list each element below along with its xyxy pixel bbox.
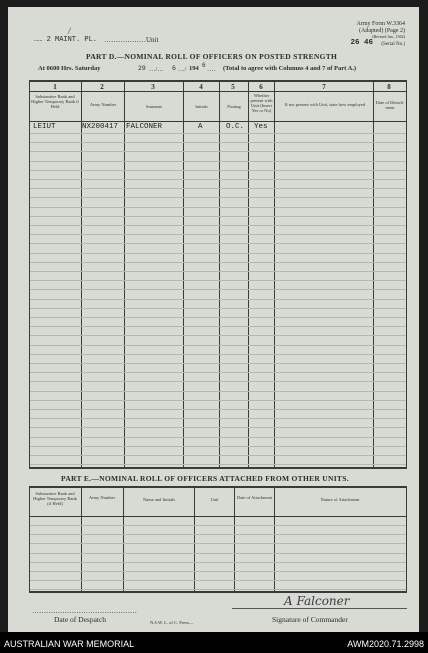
date-dots: …. (207, 66, 216, 73)
date-month: 6 (172, 65, 176, 72)
entry-rank: LEIUT (33, 123, 56, 131)
handwritten-tick: / (68, 26, 71, 36)
ruled-line (30, 151, 406, 152)
entry-surname: FALCONER (126, 123, 163, 131)
col-number-8: 8 (387, 83, 391, 91)
ruled-line (30, 464, 406, 465)
ruled-line (30, 345, 406, 346)
date-of-despatch-label: Date of Despatch (54, 615, 107, 624)
ruled-line (30, 381, 406, 382)
ruled-line (30, 216, 406, 217)
ruled-line (30, 207, 406, 208)
form-page (8, 7, 419, 632)
ruled-line (30, 317, 406, 318)
total-note: (Total to agree with Columns 4 and 7 of Part A.) (223, 65, 357, 72)
col-number-3: 3 (151, 83, 155, 91)
ruled-line (30, 133, 406, 134)
ruled-line (30, 253, 406, 254)
ruled-line (30, 580, 406, 581)
ruled-line (30, 234, 406, 235)
ruled-line (30, 437, 406, 438)
unit-name: …… 2 MAINT. PL. (34, 36, 98, 44)
ruled-line (30, 571, 406, 572)
ruled-line (30, 179, 406, 180)
unit-label: ………………Unit (104, 36, 159, 44)
ruled-line (30, 142, 406, 143)
ruled-line (30, 197, 406, 198)
army-form-adapted: (Adapted) (Page 2) (359, 28, 405, 34)
ruled-line (30, 562, 406, 563)
col-number-2: 2 (100, 83, 104, 91)
ruled-line (30, 161, 406, 162)
header-posting: Posting (227, 104, 241, 109)
part-e-header-nature: Nature of Attachment (320, 497, 360, 502)
header-surname: Surname (146, 104, 162, 109)
col-number-6: 6 (259, 83, 263, 91)
ruled-line (30, 225, 406, 226)
ruled-line (30, 446, 406, 447)
ruled-line (30, 170, 406, 171)
ruled-line (30, 372, 406, 373)
ruled-line (30, 553, 406, 554)
signature-of-commander-label: Signature of Commander (272, 615, 348, 624)
army-form-number: Army Form W.3364 (356, 21, 405, 27)
commander-signature: A Falconer (284, 594, 350, 608)
col-number-4: 4 (199, 83, 203, 91)
ruled-line (30, 427, 406, 428)
part-e-header-name-initials: Name and Initials (143, 497, 175, 502)
ruled-line (30, 299, 406, 300)
ruled-line (30, 589, 406, 590)
date-sep-1: …/… (149, 66, 164, 73)
ruled-line (30, 525, 406, 526)
ruled-line (30, 400, 406, 401)
header-initials: Initials (195, 104, 208, 109)
archive-caption-right: AWM2020.71.2998 (347, 639, 424, 649)
archive-caption-left: AUSTRALIAN WAR MEMORIAL (4, 639, 135, 649)
part-e-header-army-number: Army Number (88, 495, 116, 500)
ruled-line (30, 335, 406, 336)
ruled-line (30, 262, 406, 263)
date-day: 29 (138, 65, 146, 72)
ruled-line (30, 243, 406, 244)
part-e-header-date-attachment: Date of Attachment (236, 495, 273, 500)
ruled-line (30, 534, 406, 535)
date-at-label: At 0600 Hrs. Saturday (38, 65, 101, 72)
ruled-line (30, 326, 406, 327)
header-rank: Substantive Rank and Higher Temporary Rank if Held (31, 94, 79, 109)
ruled-line (30, 188, 406, 189)
col-number-5: 5 (231, 83, 235, 91)
part-d-title: PART D.—NOMINAL ROLL OF OFFICERS ON POSTED STRENGTH (86, 52, 338, 61)
ruled-line (30, 455, 406, 456)
entry-present: Yes (254, 123, 268, 131)
ruled-line (30, 363, 406, 364)
ruled-line (30, 409, 406, 410)
header-army-number: Army Number (89, 102, 117, 107)
part-e-header-rank: Substantive Rank and Higher Temporary Rank (if Held) (33, 491, 77, 506)
date-year-suffix: 6 (202, 62, 206, 69)
ruled-line (30, 391, 406, 392)
serial-label: (Serial No.) (381, 42, 405, 47)
ruled-line (30, 354, 406, 355)
part-e-header-unit: Unit (210, 497, 219, 502)
ruled-line (30, 418, 406, 419)
part-e-title: PART E.—NOMINAL ROLL OF OFFICERS ATTACHED FROM OTHER UNITS. (61, 474, 349, 483)
despatch-dots: ……………………………………… (32, 607, 137, 615)
entry-posting: O.C. (226, 123, 245, 131)
archive-caption-bar (0, 632, 428, 653)
army-form-revised: (Revised Jan., 1942) (372, 34, 405, 39)
header-date-of-detachment: Date of Detach-ment (375, 100, 405, 110)
serial-number: 26 46 (350, 39, 373, 47)
ruled-line (30, 280, 406, 281)
col-number-1: 1 (53, 83, 57, 91)
date-year: 194 (189, 65, 199, 72)
ruled-line (30, 271, 406, 272)
header-present: Whether present with Unit (Insert Yes or No) (250, 93, 273, 113)
ruled-line (30, 308, 406, 309)
ruled-line (30, 543, 406, 544)
ruled-line (30, 289, 406, 290)
printer-imprint: N.S.W. L. of C. Press— (150, 620, 194, 625)
col-number-7: 7 (322, 83, 326, 91)
date-sep-2: …/ (178, 66, 187, 73)
entry-army-number: NX200417 (82, 123, 119, 131)
entry-initials: A (198, 123, 203, 131)
header-if-not-present: If not present with Unit, state how employed (284, 102, 366, 107)
